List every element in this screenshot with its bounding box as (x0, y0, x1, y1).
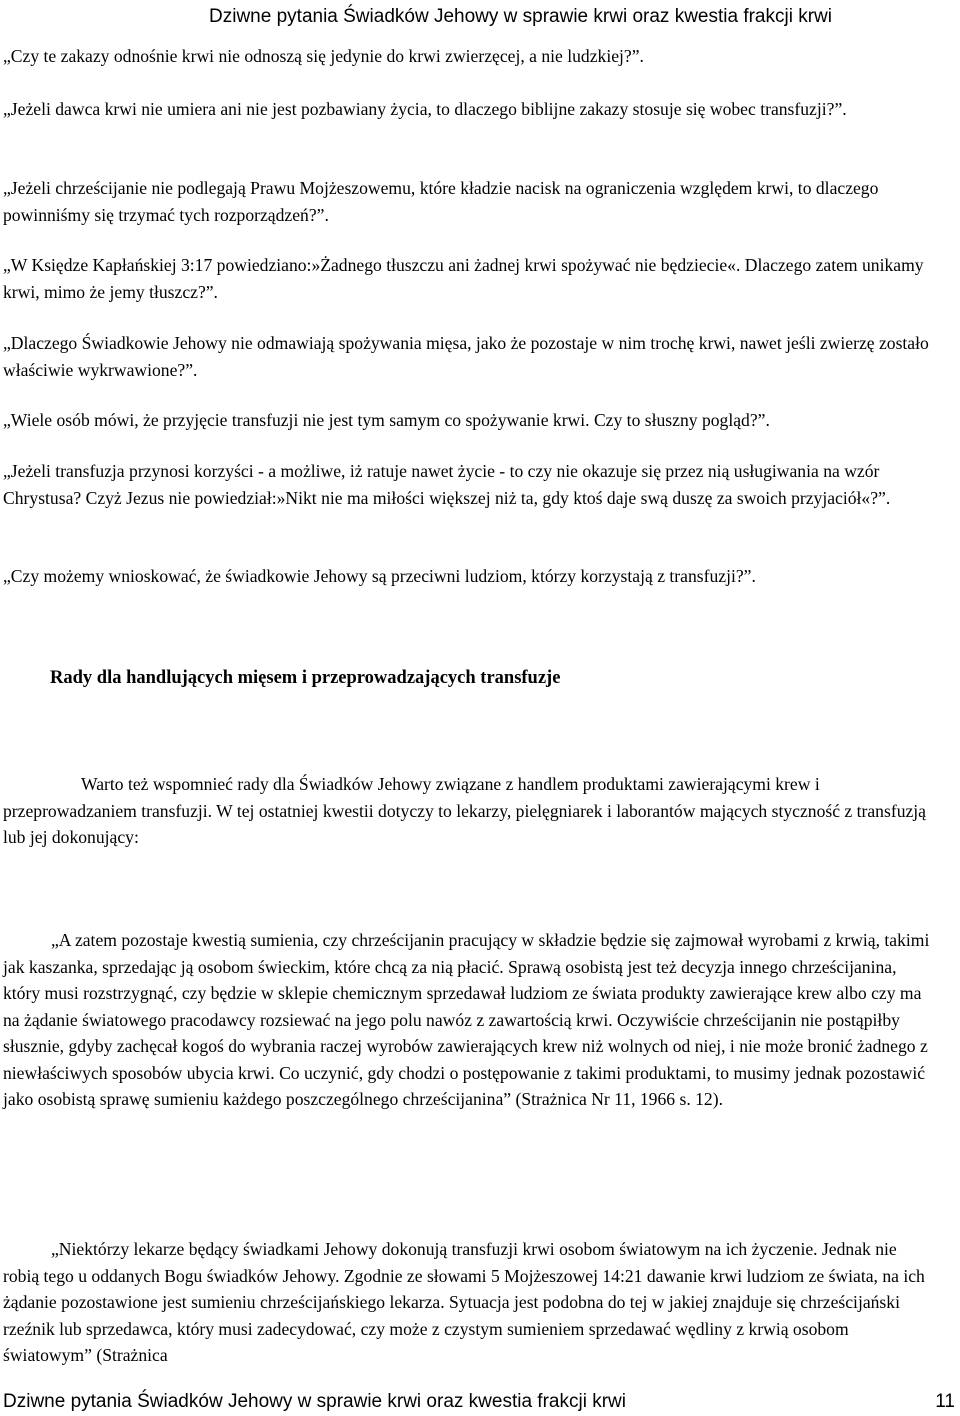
page-number: 11 (935, 1391, 955, 1412)
question-2: „Jeżeli dawca krwi nie umiera ani nie jest pozbawiany życia, to dlaczego biblijne zakazy stosuje się wobec transfuzji?”. (3, 99, 847, 119)
quote-paragraph-1: „A zatem pozostaje kwestią sumienia, czy chrześcijanin pracujący w składzie będzie się zajmował wyrobami z krwią, takimi jak kaszanka, sprzedając ją osobom świeckim, które chcą za nią płacić. Sprawą osobistą jest też decyzja innego chrześcijanina, który musi rozstrzygnąć, czy będzie w sklepie chemicznym sprzedawał ludziom ze świata produkty zawierające krew albo czy ma na żądanie światowego pracodawcy rozsiewać na jego polu nawóz z zawartością krwi. Oczywiście chrześcijanin nie postąpiłby słusznie, gdyby zachęcał kogoś do wybrania raczej wyrobów zawierających krew niż wolnych od niej, i nie może bronić żadnego z niewłaściwych sposobów ubycia krwi. Co uczynić, gdy chodzi o postępowanie z takimi produktami, to musimy jednak pozostawić jako osobistą sprawę sumieniu każdego poszczególnego chrześcijanina” (Strażnica Nr 11, 1966 s. 12). (3, 930, 930, 1109)
question-4: „W Księdze Kapłańskiej 3:17 powiedziano:»Żadnego tłuszczu ani żadnej krwi spożywać nie będziecie«. Dlaczego zatem unikamy krwi, mimo że jemy tłuszcz?”. (3, 255, 924, 302)
section-intro: Warto też wspomnieć rady dla Świadków Jehowy związane z handlem produktami zawierającymi krew i przeprowadzaniem transfuzji. W tej ostatniej kwestii dotyczy to lekarzy, pielęgniarek i laborantów mających styczność z transfuzją lub jej dokonujący: (3, 774, 926, 847)
question-7: „Jeżeli transfuzja przynosi korzyści - a możliwe, iż ratuje nawet życie - to czy nie okazuje się przez nią usługiwania na wzór Chrystusa? Czyż Jezus nie powiedział:»Nikt nie ma miłości większej niż ta, gdy ktoś daje swą duszę za swoich przyjaciół«?”. (3, 461, 891, 508)
page-header: Dziwne pytania Świadków Jehowy w sprawie krwi oraz kwestia frakcji krwi (209, 6, 832, 27)
footer-title: Dziwne pytania Świadków Jehowy w sprawie krwi oraz kwestia frakcji krwi (3, 1391, 626, 1412)
quote-paragraph-2: „Niektórzy lekarze będący świadkami Jehowy dokonują transfuzji krwi osobom światowym na ich życzenie. Jednak nie robią tego u oddanych Bogu świadków Jehowy. Zgodnie ze słowami 5 Mojżeszowej 14:21 dawanie krwi ludziom ze świata, na ich żądanie pozostawione jest sumieniu chrześcijańskiego lekarza. Sytuacja jest podobna do tej w jakiej znajduje się chrześcijański rzeźnik lub sprzedawca, który musi zadecydować, czy może z czystym sumieniem sprzedawać wędliny z krwią osobom światowym” (Strażnica (3, 1239, 925, 1365)
question-5: „Dlaczego Świadkowie Jehowy nie odmawiają spożywania mięsa, jako że pozostaje w nim trochę krwi, nawet jeśli zwierzę zostało właściwie wykrwawione?”. (3, 333, 929, 380)
section-heading: Rady dla handlujących mięsem i przeprowadzających transfuzje (50, 668, 561, 688)
question-8: „Czy możemy wnioskować, że świadkowie Jehowy są przeciwni ludziom, którzy korzystają z transfuzji?”. (3, 566, 756, 586)
question-1: „Czy te zakazy odnośnie krwi nie odnoszą się jedynie do krwi zwierzęcej, a nie ludzkiej?”. (3, 46, 644, 66)
question-3: „Jeżeli chrześcijanie nie podlegają Prawu Mojżeszowemu, które kładzie nacisk na ograniczenia względem krwi, to dlaczego powinniśmy się trzymać tych rozporządzeń?”. (3, 178, 879, 225)
question-6: „Wiele osób mówi, że przyjęcie transfuzji nie jest tym samym co spożywanie krwi. Czy to słuszny pogląd?”. (3, 410, 770, 430)
page-footer (3, 1390, 955, 1414)
